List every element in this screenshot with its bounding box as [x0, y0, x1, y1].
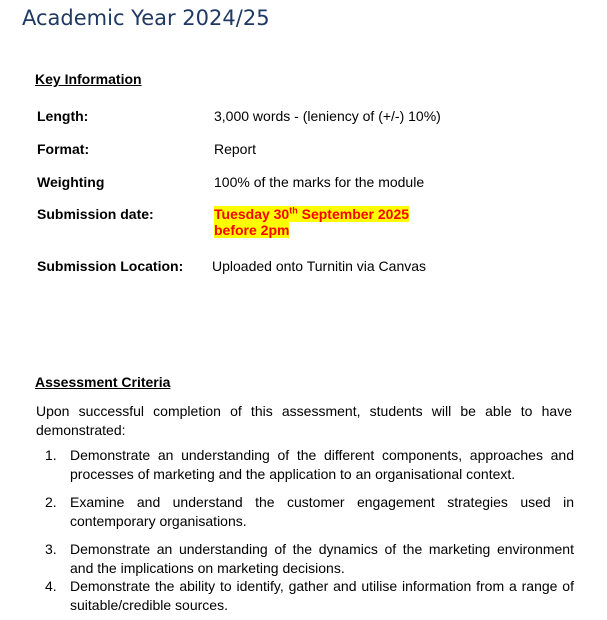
submission-date-highlight	[214, 206, 409, 222]
page-title: Academic Year 2024/25	[22, 6, 270, 30]
submission-time-highlight: before 2pm	[214, 222, 290, 238]
submission-date-ordinal: th	[289, 205, 298, 216]
key-information-heading: Key Information	[35, 71, 142, 87]
criteria-number: 3.	[45, 541, 57, 557]
criteria-text: Demonstrate an understanding of the dynamics of the marketing environment and the implications on marketing decisions.	[70, 541, 574, 576]
assessment-intro: Upon successful completion of this assessment, students will be able to have demonstrated:	[36, 403, 572, 438]
submission-date-month: September 2025	[297, 206, 410, 222]
assessment-criteria-heading: Assessment Criteria	[35, 374, 171, 390]
criteria-text: Demonstrate an understanding of the different components, approaches and processes of marketing and the application to an organisational context.	[70, 447, 574, 482]
criteria-text: Examine and understand the customer engagement strategies used in contemporary organisations.	[70, 494, 574, 529]
criteria-number: 2.	[45, 494, 57, 510]
weighting-label: Weighting	[37, 174, 105, 190]
criteria-number: 1.	[45, 447, 57, 463]
criteria-text: Demonstrate the ability to identify, gather and utilise information from a range of suitable/credible sources.	[70, 578, 574, 613]
criteria-number: 4.	[45, 578, 57, 594]
submission-date-label: Submission date:	[37, 206, 154, 222]
submission-location-label: Submission Location:	[37, 258, 184, 274]
length-value: 3,000 words - (leniency of (+/-) 10%)	[214, 108, 441, 124]
submission-date-value	[214, 206, 409, 238]
format-label: Format:	[37, 141, 90, 157]
format-value: Report	[214, 141, 257, 157]
submission-date-day: Tuesday 30	[214, 206, 290, 222]
length-label: Length:	[37, 108, 89, 124]
weighting-value: 100% of the marks for the module	[214, 174, 425, 190]
submission-location-value: Uploaded onto Turnitin via Canvas	[212, 258, 427, 274]
